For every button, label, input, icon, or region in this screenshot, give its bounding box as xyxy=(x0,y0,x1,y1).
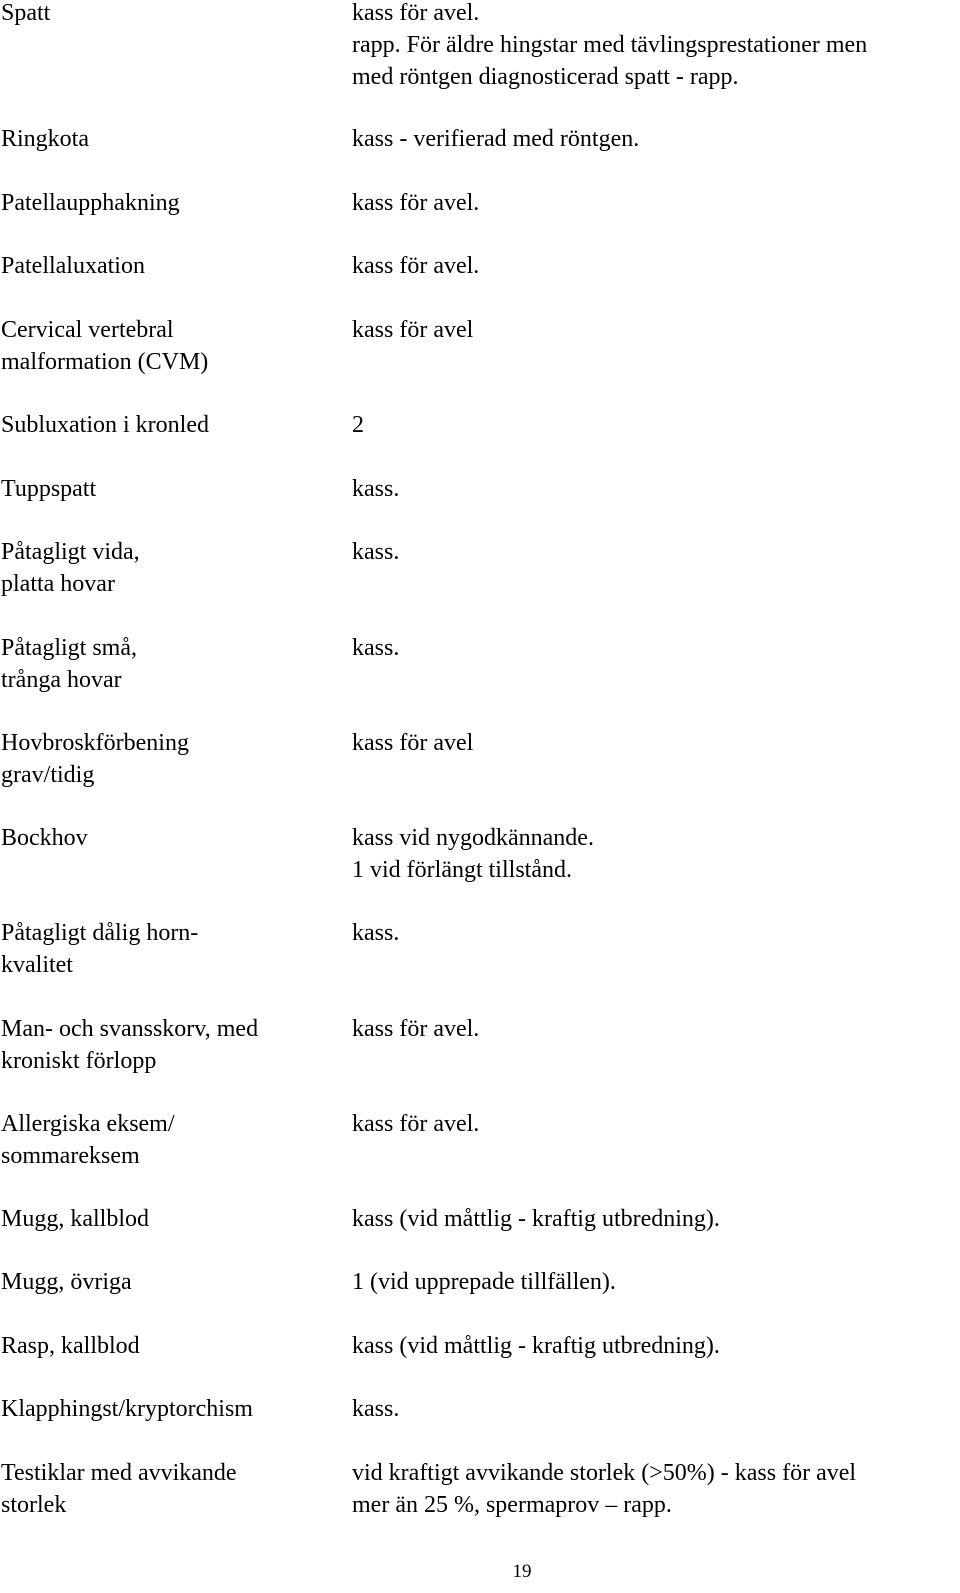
condition-assessment: kass. xyxy=(352,920,400,946)
condition-name: Påtagligt dålig horn- kvalitet xyxy=(1,920,199,978)
condition-assessment: kass. xyxy=(352,635,400,661)
condition-assessment: kass (vid måttlig - kraftig utbredning). xyxy=(352,1333,720,1359)
condition-name: Cervical vertebral malformation (CVM) xyxy=(1,317,209,375)
page-number: 19 xyxy=(512,1561,532,1582)
condition-name: Påtagligt små, trånga hovar xyxy=(1,635,137,693)
condition-name: Rasp, kallblod xyxy=(1,1333,140,1359)
condition-name: Spatt xyxy=(1,0,51,26)
condition-assessment: kass för avel. xyxy=(352,1111,480,1137)
condition-name: Hovbroskförbening grav/tidig xyxy=(1,730,189,788)
condition-name: Tuppspatt xyxy=(1,476,97,502)
condition-name: Mugg, övriga xyxy=(1,1269,132,1295)
condition-name: Patellaluxation xyxy=(1,253,145,279)
condition-assessment: kass för avel xyxy=(352,730,474,756)
condition-name: Påtagligt vida, platta hovar xyxy=(1,539,140,597)
condition-name: Patellaupphakning xyxy=(1,190,180,216)
condition-assessment: kass för avel. xyxy=(352,190,480,216)
condition-name: Man- och svansskorv, med kroniskt förlopp xyxy=(1,1016,259,1074)
condition-assessment: 2 xyxy=(352,412,364,438)
condition-name: Testiklar med avvikande storlek xyxy=(1,1460,237,1518)
condition-assessment: kass. xyxy=(352,539,400,565)
condition-assessment: kass för avel. xyxy=(352,253,480,279)
condition-assessment: kass för avel. xyxy=(352,1016,480,1042)
condition-assessment: kass (vid måttlig - kraftig utbredning). xyxy=(352,1206,720,1232)
condition-name: Allergiska eksem/ sommareksem xyxy=(1,1111,175,1169)
condition-name: Bockhov xyxy=(1,825,88,851)
condition-assessment: kass för avel. rapp. För äldre hingstar med tävlingsprestationer men med röntgen diagnosticerad spatt - rapp. xyxy=(352,0,868,90)
condition-assessment: 1 (vid upprepade tillfällen). xyxy=(352,1269,616,1295)
condition-assessment: kass. xyxy=(352,1396,400,1422)
condition-assessment: kass vid nygodkännande. 1 vid förlängt tillstånd. xyxy=(352,825,594,883)
condition-assessment: vid kraftigt avvikande storlek (>50%) - kass för avel mer än 25 %, spermaprov – rapp. xyxy=(352,1460,857,1518)
condition-name: Klapphingst/kryptorchism xyxy=(1,1396,253,1422)
condition-assessment: kass för avel xyxy=(352,317,474,343)
condition-name: Mugg, kallblod xyxy=(1,1206,149,1232)
condition-assessment: kass - verifierad med röntgen. xyxy=(352,126,640,152)
condition-name: Ringkota xyxy=(1,126,89,152)
condition-assessment: kass. xyxy=(352,476,400,502)
condition-name: Subluxation i kronled xyxy=(1,412,209,438)
